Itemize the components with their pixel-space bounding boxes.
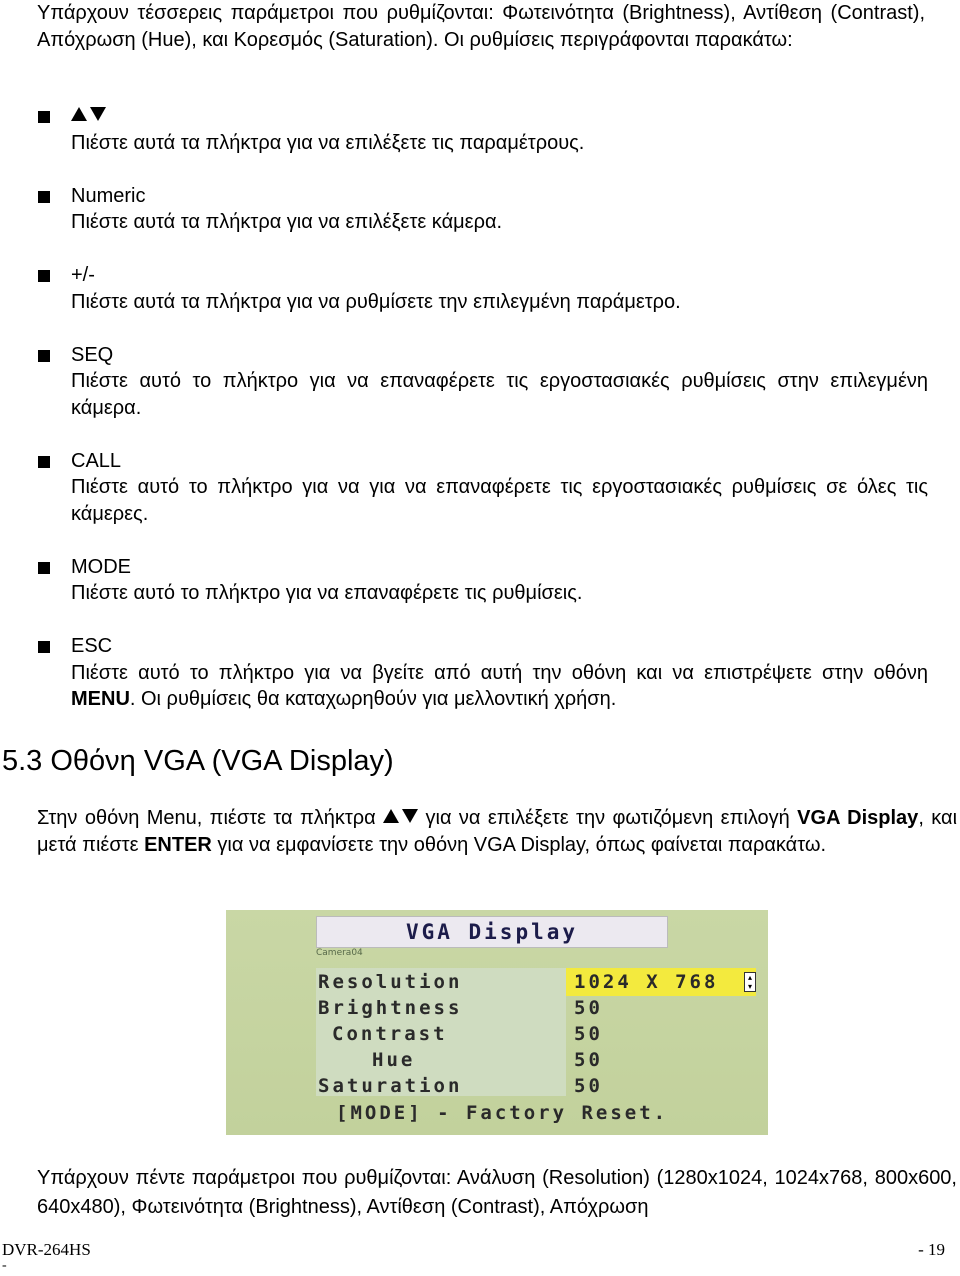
bullet-square-icon	[38, 350, 50, 362]
osd-label: Contrast	[332, 1023, 448, 1045]
bullet-square-icon	[38, 641, 50, 653]
osd-row-hue	[226, 1047, 768, 1073]
osd-row-resolution	[226, 969, 768, 995]
desc-bold-menu: MENU	[71, 688, 130, 710]
list-item-key: MODE	[71, 555, 131, 578]
desc-text: . Οι ρυθμίσεις θα καταχωρηθούν για μελλοντική χρήση.	[129, 688, 617, 710]
list-item-esc	[38, 633, 928, 713]
up-down-arrows	[71, 103, 928, 130]
para-text: για να εμφανίσετε την οθόνη VGA Display, όπως φαίνεται παρακάτω.	[211, 834, 827, 856]
vga-display-screenshot	[226, 910, 768, 1135]
list-item-numeric	[38, 183, 928, 236]
osd-row-contrast	[226, 1021, 768, 1047]
list-item-key: CALL	[71, 449, 122, 472]
osd-value: 50	[574, 997, 603, 1019]
intro-paragraph: Υπάρχουν τέσσερεις παράμετροι που ρυθμίζονται: Φωτεινότητα (Brightness), Αντίθεση (Contrast), Απόχρωση (Hue), και Κορεσμός (Saturation). Οι ρυθμίσεις περιγράφονται παρακάτω:	[37, 2, 925, 51]
osd-value: 50	[574, 1023, 603, 1045]
osd-row-brightness	[226, 995, 768, 1021]
osd-value: 50	[574, 1075, 603, 1097]
list-item-plus-minus	[38, 262, 928, 315]
list-item-description: Πιέστε αυτό το πλήκτρο για να επαναφέρετε τις ρυθμίσεις.	[71, 582, 583, 604]
down-triangle-icon	[402, 809, 418, 823]
osd-camera-tag: Camera04	[316, 948, 363, 958]
osd-title: VGA Display	[405, 920, 579, 944]
list-item-arrows	[38, 103, 928, 156]
key-list	[38, 103, 928, 713]
list-item-key: Numeric	[71, 184, 146, 207]
para-text: για να επιλέξετε την φωτιζόμενη επιλογή	[418, 807, 798, 829]
footer-dash: -	[2, 1258, 7, 1273]
resolution-paragraph: Υπάρχουν πέντε παράμετροι που ρυθμίζονται: Ανάλυση (Resolution) (1280x1024, 1024x768, 800x600, 640x480), Φωτεινότητα (Brightness), Αντίθεση (Contrast), Απόχρωση	[37, 1167, 957, 1218]
bullet-square-icon	[38, 191, 50, 203]
osd-value: 1024 X 768	[574, 971, 719, 993]
bold-enter: ENTER	[144, 834, 212, 856]
list-item-description: Πιέστε αυτά τα πλήκτρα για να επιλέξετε τις παραμέτρους.	[71, 131, 585, 154]
down-triangle-icon	[90, 107, 106, 121]
up-triangle-icon	[383, 809, 399, 823]
para-text: , και μετά πιέστε	[37, 807, 958, 856]
osd-title-bar	[316, 916, 668, 948]
desc-text: Πιέστε αυτό το πλήκτρο για να βγείτε από αυτή την οθόνη και να επιστρέψετε στην οθόνη	[71, 661, 928, 684]
list-item-description: Πιέστε αυτό το πλήκτρο για να για να επαναφέρετε τις εργοστασιακές ρυθμίσεις σε όλες τις κάμερες.	[71, 476, 928, 525]
osd-label: Saturation	[318, 1075, 463, 1097]
list-item-key: ESC	[71, 635, 113, 657]
para-text: Στην οθόνη Menu, πιέστε τα πλήκτρα	[37, 807, 384, 829]
list-item-description	[71, 660, 928, 713]
bullet-square-icon	[38, 456, 50, 468]
list-item-mode	[38, 554, 928, 607]
osd-label: Resolution	[318, 971, 463, 993]
osd-scroll-arrows-icon: ▴ ▾	[744, 972, 756, 992]
list-item-seq	[38, 342, 928, 422]
osd-footer-hint: [MODE] - Factory Reset.	[336, 1102, 669, 1124]
vga-instructions-paragraph	[37, 805, 957, 859]
bold-vga-display: VGA Display	[797, 807, 919, 829]
footer-model: DVR-264HS	[2, 1240, 91, 1259]
osd-value: 50	[574, 1049, 603, 1071]
list-item-description: Πιέστε αυτά τα πλήκτρα για να ρυθμίσετε την επιλεγμένη παράμετρο.	[71, 290, 681, 313]
list-item-key: SEQ	[71, 343, 114, 366]
list-item-description: Πιέστε αυτά τα πλήκτρα για να επιλέξετε κάμερα.	[71, 211, 503, 233]
list-item-call	[38, 448, 928, 528]
section-heading: 5.3 Οθόνη VGA (VGA Display)	[2, 745, 394, 777]
footer-page-number: - 19	[918, 1240, 945, 1259]
osd-label: Hue	[372, 1049, 416, 1071]
bullet-square-icon	[38, 270, 50, 282]
up-triangle-icon	[71, 107, 87, 121]
osd-row-saturation	[226, 1073, 768, 1099]
list-item-key: +/-	[71, 264, 95, 286]
osd-label: Brightness	[318, 997, 463, 1019]
list-item-description: Πιέστε αυτό το πλήκτρο για να επαναφέρετε τις εργοστασιακές ρυθμίσεις στην επιλεγμένη κάμερα.	[71, 370, 928, 419]
bullet-square-icon	[38, 562, 50, 574]
bullet-square-icon	[38, 111, 50, 123]
